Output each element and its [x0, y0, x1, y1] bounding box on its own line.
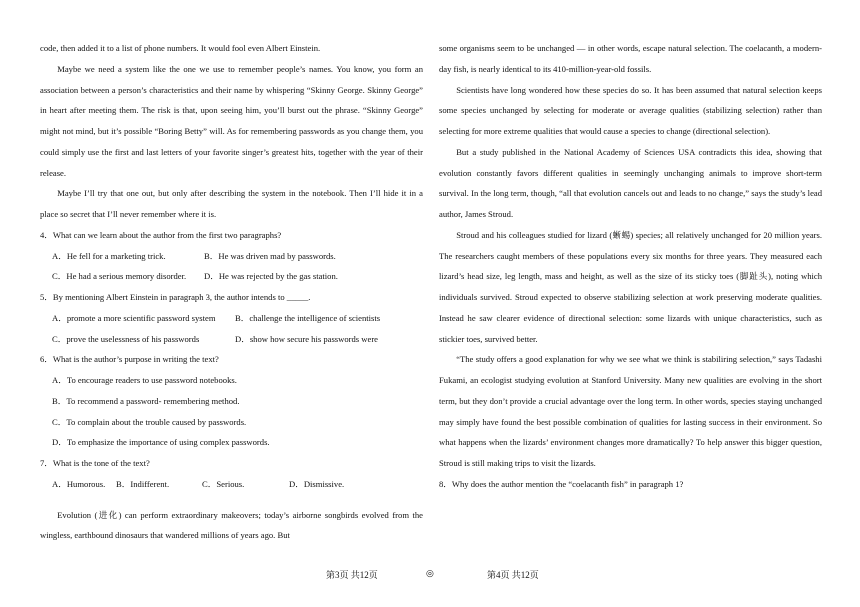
left-paragraph-2: Maybe we need a system like the one we use to remember people’s names. You know, you form an association between a person’s characteristics and their name by whispering “Skinny George. Skinny George” in heart after meeting them. The risk is that, upon seeing him, you’ll burst out the phrase. “Skinny George” might not mind, but it’s possible “Boring Betty” will. As for remembering passwords as you change them, you could simply use the first and last letters of your favorite singer’s greatest hits, together with the year of their release. [40, 63, 423, 178]
page-number-right: 第4页 共12页 [487, 570, 539, 580]
question-7-option-c: C．Serious. [202, 478, 245, 489]
question-5-option-c: C．prove the uselessness of his passwords [52, 333, 200, 344]
left-paragraph-3: Maybe I’ll try that one out, but only after describing the system in the notebook. Then I’ll hide it in a place so secret that I’ll never remember where it is. [40, 188, 423, 219]
question-7-option-b: B．Indifferent. [116, 478, 170, 489]
question-7-option-d: D．Dismissive. [289, 478, 345, 489]
right-paragraph-4: Stroud and his colleagues studied for lizard (蜥蜴) species; all relatively unchanged for 20 million years. The researchers caught members of these populations every six months for three years. They measured each lizard’s head size, leg length, mass and height, as well as the size of its sticky toes (脚趾头), noting which individuals survived. Stroud expected to observe stabilizing selection at work preserving moderate qualities. Instead he saw clearer evidence of directional selection: some lizards with unique characteristics, such as stickier toes, survived better. [439, 229, 822, 344]
question-6-option-a: A．To encourage readers to use password notebooks. [52, 375, 237, 385]
left-column [40, 38, 423, 546]
question-4-options-row-1 [40, 246, 423, 267]
question-5-options-row-2 [40, 329, 423, 350]
right-column [439, 38, 822, 495]
left-paragraph-4: Evolution (进化) can perform extraordinary makeovers; today’s airborne songbirds evolved from the wingless, earthbound dinosaurs that wandered millions of years ago. But [40, 509, 423, 541]
right-paragraph-5: “The study offers a good explanation for why we see what we think is stabiliring selection,” says Tadashi Fukami, an ecologist studying evolution at Stanford University. Many new qualities are evolving in the short term, but they don’t provide a crucial advantage over the long term. In other words, species staying unchanged may simply have found the best possible combination of qualities for lasting success in their environment. So what happens when the lizards’ environment changes more dramatically? To help answer this bigger question, Stroud is still making trips to visit the lizards. [439, 354, 822, 468]
page-number-left: 第3页 共12页 [326, 570, 378, 580]
question-6-stem: 6．What is the author’s purpose in writing the text? [40, 354, 219, 365]
center-mark-icon: ◎ [426, 568, 434, 578]
question-4-option-c: C．He had a serious memory disorder. [52, 271, 187, 282]
right-paragraph-3: But a study published in the National Academy of Sciences USA contradicts this idea, showing that evolution constantly favors different qualities in seemingly unchanging animals to improve short-term survival. In the long term, though, “all that evolution cancels out and leads to no change,” says the study’s lead author, James Stroud. [439, 146, 822, 219]
question-6-option-d: D．To emphasize the importance of using complex passwords. [52, 437, 270, 448]
question-4-option-d: D．He was rejected by the gas station. [204, 271, 338, 282]
question-4-stem: 4．What can we learn about the author from the first two paragraphs? [40, 229, 282, 240]
question-7-option-a: A．Humorous. [52, 478, 106, 489]
question-5-option-d: D．show how secure his passwords were [235, 333, 378, 344]
right-paragraph-2: Scientists have long wondered how these species do so. It has been assumed that natural selection keeps some species unchanged by selecting for moderate or average qualities (stabilizing selection) rather than selecting for more extreme qualities that would cause a species to change (directional selection). [439, 84, 822, 136]
question-5-option-a: A．promote a more scientific password system [52, 312, 216, 323]
question-7-stem: 7．What is the tone of the text? [40, 458, 150, 468]
question-5-options-row-1 [40, 308, 423, 329]
question-7-options-row [40, 474, 423, 495]
question-4-option-a: A．He fell for a marketing trick. [52, 250, 166, 261]
right-paragraph-1: some organisms seem to be unchanged — in other words, escape natural selection. The coelacanth, a modern-day fish, is nearly identical to its 410-million-year-old fossils. [439, 43, 822, 74]
question-6-option-c: C．To complain about the trouble caused by passwords. [52, 416, 247, 427]
left-paragraph-1: code, then added it to a list of phone numbers. It would fool even Albert Einstein. [40, 43, 321, 53]
question-5-option-b: B．challenge the intelligence of scientists [235, 312, 381, 323]
question-6-option-b: B．To recommend a password- remembering method. [52, 395, 240, 406]
question-4-option-b: B．He was driven mad by passwords. [204, 250, 336, 261]
question-8-stem: 8．Why does the author mention the “coelacanth fish” in paragraph 1? [439, 478, 684, 489]
question-5-stem: 5．By mentioning Albert Einstein in paragraph 3, the author intends to _____. [40, 292, 311, 302]
question-4-options-row-2 [40, 266, 423, 287]
